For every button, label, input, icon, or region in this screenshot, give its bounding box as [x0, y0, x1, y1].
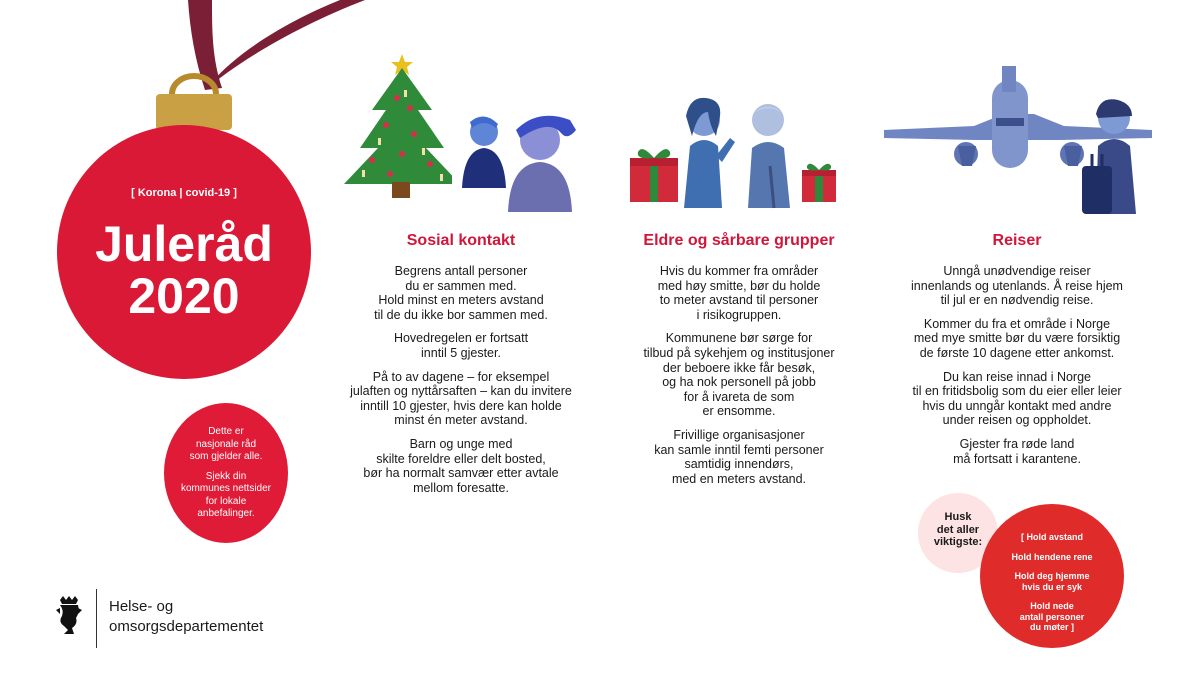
people-icon: [458, 112, 583, 214]
topic-tag: [ Korona | covid-19 ]: [131, 187, 237, 199]
paragraph: Frivillige organisasjoner kan samle inntil femti personer samtidig innendørs, med en meters avstand.: [654, 427, 824, 486]
remember-line: Husk: [944, 511, 972, 523]
logo-divider: [96, 589, 97, 648]
traveler-icon: [1080, 98, 1140, 216]
paragraph: Du kan reise innad i Norge til en fritidsbolig som du eier eller leier hvis du unngår kontakt med andre under reisen og oppholdet.: [912, 369, 1122, 428]
paragraph: Gjester fra røde land må fortsatt i karantene.: [953, 436, 1081, 466]
advice-item: [ Hold avstand: [1020, 532, 1083, 542]
column-elderly-vulnerable: [604, 231, 874, 495]
advice-item: Hold nede antall personer du møter ]: [1019, 601, 1085, 632]
paragraph: Begrens antall personer du er sammen med. Hold minst en meters avstand til de du ikke bor sammen med.: [374, 264, 548, 322]
column-travel: [882, 231, 1152, 475]
ornament-cap: [152, 72, 236, 132]
paragraph: Hvis du kommer fra områder med høy smitte, bør du holde to meter avstand til personer i risikogruppen.: [657, 264, 821, 322]
ministry-logo-text: [109, 597, 263, 637]
paragraph: Kommunene bør sørge for tilbud på sykehjem og institusjoner der beboere ikke får besøk, og ha nok personell på jobb for å ivareta de som er ensomme.: [643, 331, 835, 419]
remember-line: viktigste:: [933, 536, 983, 548]
paragraph: Hovedregelen er fortsatt inntil 5 gjester.: [393, 331, 529, 360]
paragraph: På to av dagene – for eksempel julaften og nyttårsaften – kan du invitere inntill 10 gjester, hvis dere kan holde minst én meter avstand.: [350, 369, 572, 428]
column-heading: Sosial kontakt: [406, 232, 516, 249]
remember-line: det aller: [936, 523, 980, 536]
key-advice-circle: [980, 504, 1124, 648]
note-line: kommunes nettsider: [180, 483, 272, 494]
christmas-tree-icon: [342, 50, 452, 198]
note-line: Dette er: [208, 426, 244, 437]
national-advice-note: [164, 403, 288, 543]
column-heading: Reiser: [992, 232, 1042, 249]
column-social-contact: [326, 231, 596, 504]
paragraph: Kommer du fra et område i Norge med mye smitte bør du være forsiktig de første 10 dagene etter ankomst.: [913, 316, 1121, 360]
gift-icon: [628, 144, 680, 204]
advice-item: Hold hendene rene: [1011, 551, 1093, 562]
advice-item: Hold deg hjemme hvis du er syk: [1014, 571, 1090, 592]
column-heading: Eldre og sårbare grupper: [643, 232, 835, 249]
gift-icon-small: [800, 160, 838, 204]
title-line-2: 2020: [128, 268, 240, 324]
note-line: for lokale: [205, 495, 247, 507]
page-title: [57, 218, 311, 322]
coat-of-arms-icon: [54, 596, 84, 634]
title-line-1: Juleråd: [95, 216, 273, 272]
elderly-people-icon: [680, 96, 800, 210]
note-line: nasjonale råd: [195, 438, 257, 450]
note-line: som gjelder alle.: [189, 451, 263, 462]
paragraph: Unngå unødvendige reiser innenlands og utenlands. Å reise hjem til jul er en nødvendig reise.: [911, 264, 1123, 308]
logo-line: Helse- og: [109, 598, 174, 615]
paragraph: Barn og unge med skilte foreldre eller delt bosted, bør ha normalt samvær etter avtale mellom foresatte.: [363, 436, 559, 495]
note-line: anbefalinger.: [197, 508, 255, 519]
note-line: Sjekk din: [205, 470, 247, 482]
logo-line: omsorgsdepartementet: [109, 618, 264, 635]
